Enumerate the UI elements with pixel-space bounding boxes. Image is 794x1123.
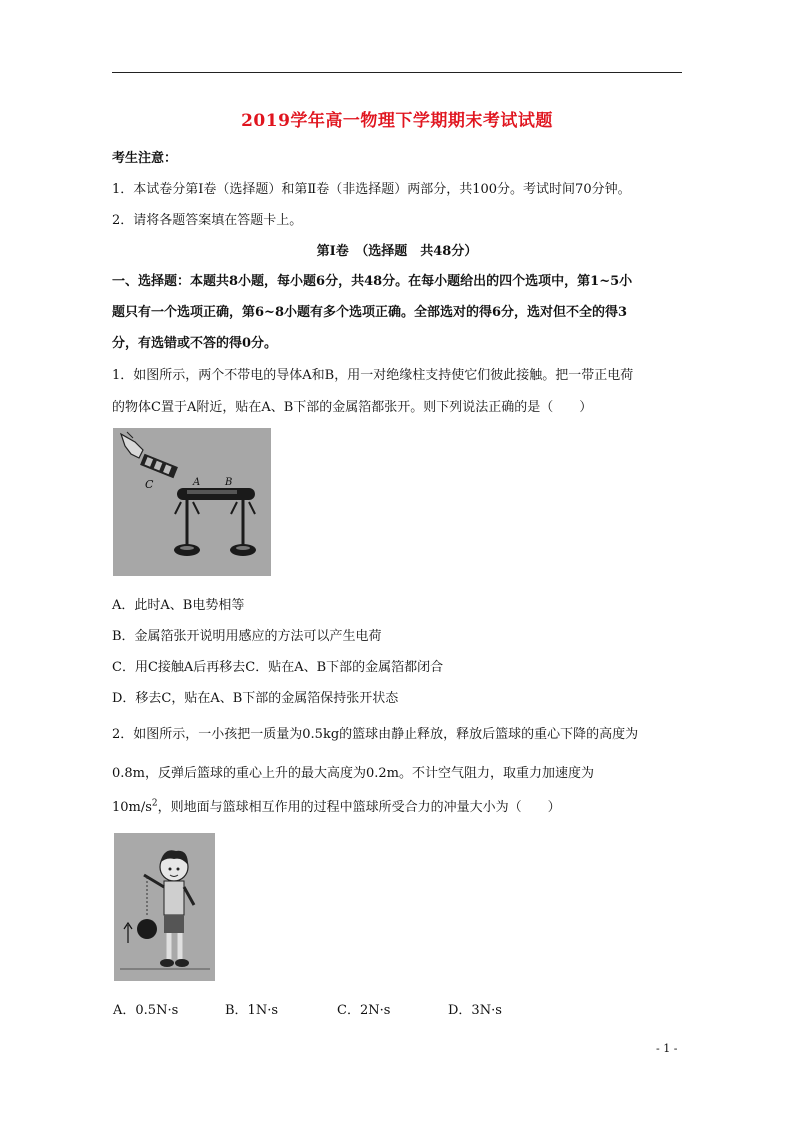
- q2-stem-line-3: [112, 796, 561, 815]
- figure-label-c: C: [145, 478, 154, 491]
- q2-option-d: D．3N·s: [448, 1003, 502, 1018]
- q2-figure-photo: [114, 833, 215, 981]
- q2-option-a: A．0.5N·s: [113, 1003, 179, 1018]
- header-rule: [112, 72, 682, 73]
- q1-option-b: B．金属箔张开说明用感应的方法可以产生电荷: [112, 629, 382, 644]
- child-basketball-illustration: [114, 833, 215, 981]
- section-intro-line-1: 一、选择题：本题共8小题，每小题6分，共48分。在每小题给出的四个选项中，第1~5小: [112, 274, 633, 289]
- notice-heading: 考生注意：: [112, 151, 178, 166]
- q1-stem-line-1: 1．如图所示，两个不带电的导体A和B，用一对绝缘柱支持使它们彼此接触。把一带正电荷: [112, 368, 634, 383]
- q2-option-c: C．2N·s: [337, 1003, 391, 1018]
- notice-item-1: 1．本试卷分第Ⅰ卷（选择题）和第Ⅱ卷（非选择题）两部分，共100分。考试时间70分钟。: [112, 182, 631, 197]
- section-heading: 第Ⅰ卷 （选择题 共48分）: [316, 244, 478, 259]
- section-intro-line-3: 分，有选错或不答的得0分。: [112, 336, 278, 351]
- q2-unit-exponent: 2: [151, 798, 158, 809]
- q2-stem-line-3-text: ，则地面与篮球相互作用的过程中篮球所受合力的冲量大小为（ ）: [157, 800, 561, 815]
- q1-figure-photo: [113, 428, 271, 576]
- q2-option-b: B．1N·s: [225, 1003, 279, 1018]
- section-intro-line-2: 题只有一个选项正确，第6~8小题有多个选项正确。全部选对的得6分，选对但不全的得3: [112, 305, 628, 320]
- q2-acceleration-unit: 10m/s: [112, 800, 152, 815]
- notice-item-2: 2．请将各题答案填在答题卡上。: [112, 213, 303, 228]
- q1-option-d: D．移去C，贴在A、B下部的金属箔保持张开状态: [112, 691, 399, 706]
- exam-title: 2019学年高一物理下学期期末考试试题: [241, 111, 553, 131]
- q2-stem-line-2: 0.8m，反弹后篮球的重心上升的最大高度为0.2m。不计空气阻力，取重力加速度为: [112, 766, 595, 781]
- q1-option-c: C．用C接触A后再移去C．贴在A、B下部的金属箔都闭合: [112, 660, 444, 675]
- conductors-illustration: [113, 428, 271, 576]
- figure-label-a: A: [193, 477, 201, 488]
- page-number: - 1 -: [656, 1042, 678, 1055]
- figure-label-b: B: [225, 477, 233, 488]
- q1-stem-line-2: 的物体C置于A附近，贴在A、B下部的金属箔都张开。则下列说法正确的是（ ）: [112, 400, 593, 415]
- q2-stem-line-1: 2．如图所示，一小孩把一质量为0.5kg的篮球由静止释放，释放后篮球的重心下降的高度为: [112, 727, 639, 742]
- q1-option-a: A．此时A、B电势相等: [112, 598, 245, 613]
